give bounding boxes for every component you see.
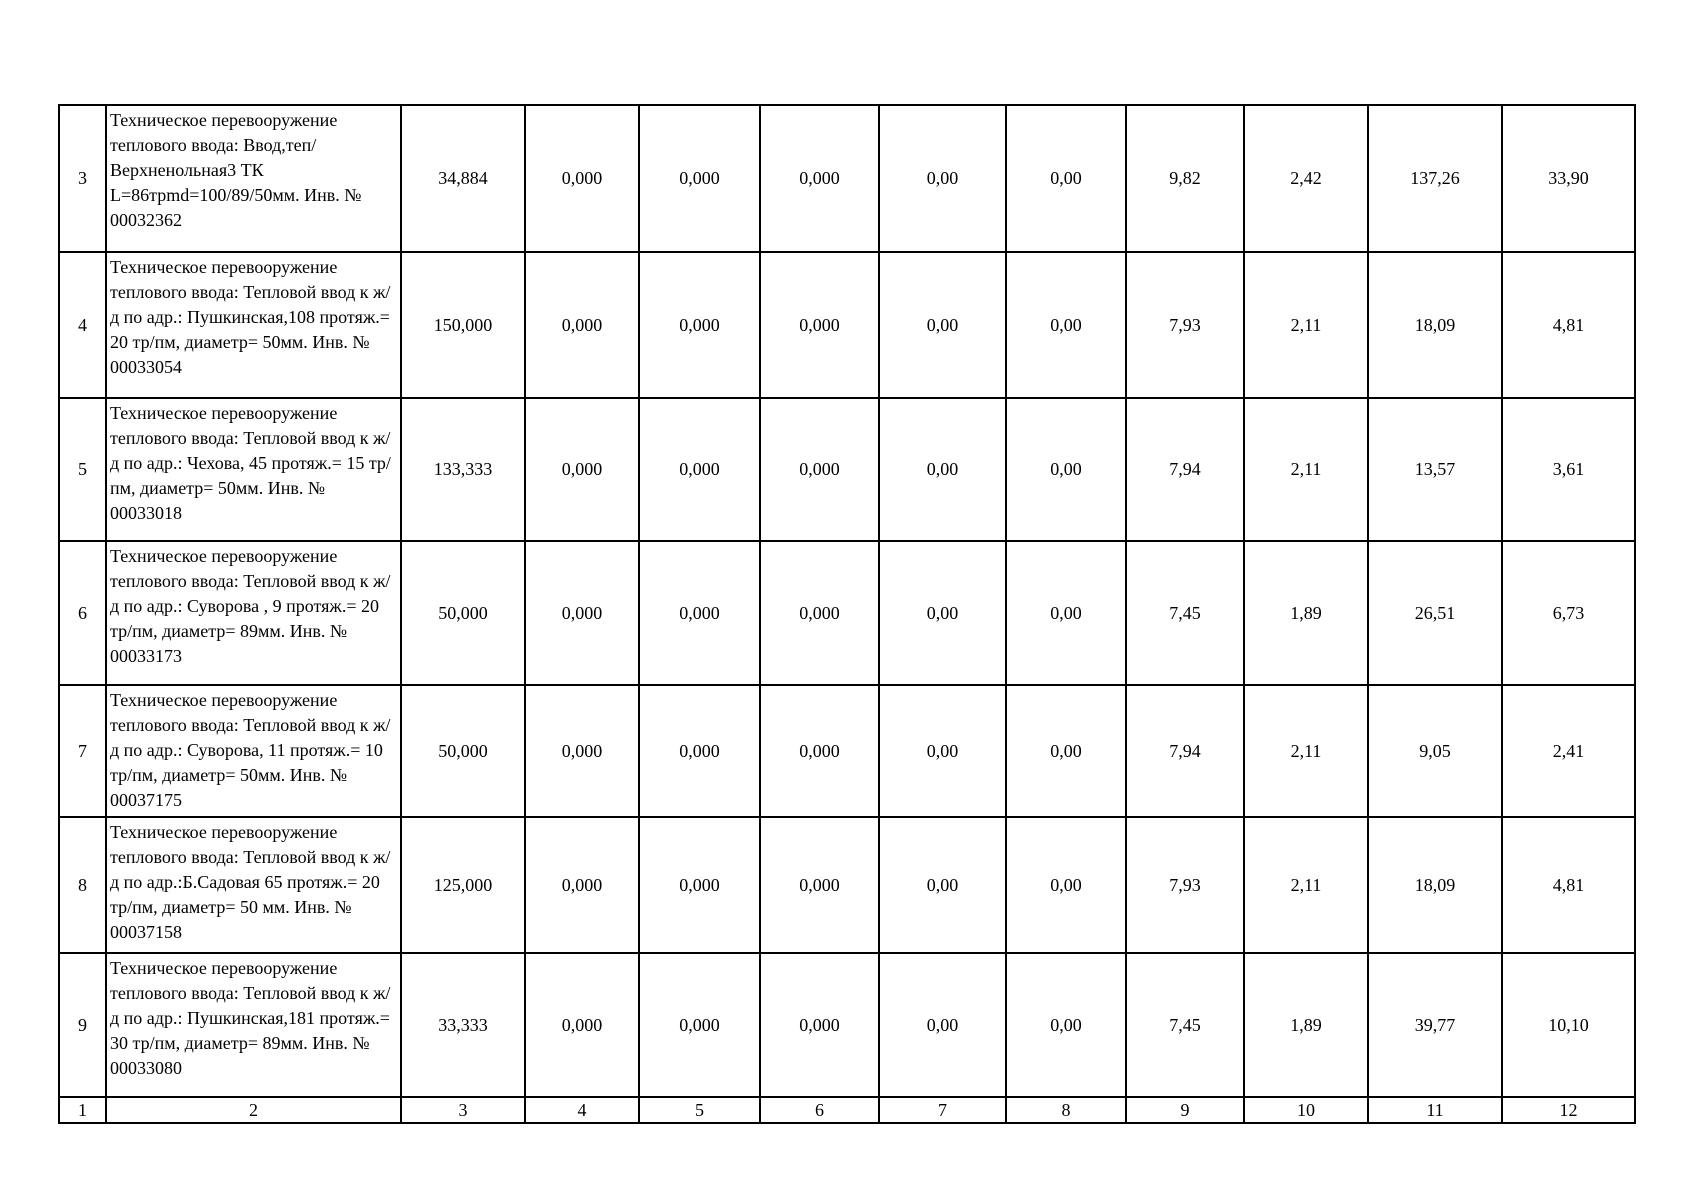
cell-col-11: 39,77 bbox=[1368, 953, 1502, 1097]
row-number: 3 bbox=[59, 105, 106, 252]
cell-col-6: 0,000 bbox=[760, 817, 879, 953]
table-row bbox=[59, 252, 1635, 398]
row-description: Техническое перевооружение теплового ввода: Ввод,теп/ Верхненольная3 ТК L=86трmd=100/89/50мм. Инв. № 00032362 bbox=[106, 105, 401, 252]
cell-col-5: 0,000 bbox=[639, 398, 760, 541]
column-number: 5 bbox=[639, 1097, 760, 1123]
table-row bbox=[59, 953, 1635, 1097]
cell-col-11: 18,09 bbox=[1368, 817, 1502, 953]
cell-col-12: 10,10 bbox=[1502, 953, 1635, 1097]
cell-col-6: 0,000 bbox=[760, 541, 879, 685]
cell-col-5: 0,000 bbox=[639, 953, 760, 1097]
column-number: 7 bbox=[879, 1097, 1006, 1123]
data-table bbox=[58, 104, 1636, 1124]
cell-col-4: 0,000 bbox=[525, 685, 639, 817]
cell-col-8: 0,00 bbox=[1006, 541, 1126, 685]
cell-col-9: 9,82 bbox=[1126, 105, 1244, 252]
cell-col-6: 0,000 bbox=[760, 252, 879, 398]
cell-col-7: 0,00 bbox=[879, 398, 1006, 541]
column-number: 6 bbox=[760, 1097, 879, 1123]
cell-col-10: 2,11 bbox=[1244, 685, 1368, 817]
row-description: Техническое перевооружение теплового ввода: Тепловой ввод к ж/д по адр.: Суворова, 11 протяж.= 10 тр/пм, диаметр= 50мм. Инв. № 00037175 bbox=[106, 685, 401, 817]
cell-col-11: 9,05 bbox=[1368, 685, 1502, 817]
cell-col-9: 7,93 bbox=[1126, 817, 1244, 953]
cell-col-11: 26,51 bbox=[1368, 541, 1502, 685]
cell-col-4: 0,000 bbox=[525, 398, 639, 541]
row-number: 4 bbox=[59, 252, 106, 398]
cell-col-3: 125,000 bbox=[401, 817, 525, 953]
column-number: 10 bbox=[1244, 1097, 1368, 1123]
cell-col-7: 0,00 bbox=[879, 953, 1006, 1097]
cell-col-10: 2,11 bbox=[1244, 252, 1368, 398]
cell-col-12: 33,90 bbox=[1502, 105, 1635, 252]
column-number: 4 bbox=[525, 1097, 639, 1123]
cell-col-3: 33,333 bbox=[401, 953, 525, 1097]
cell-col-5: 0,000 bbox=[639, 252, 760, 398]
cell-col-11: 137,26 bbox=[1368, 105, 1502, 252]
cell-col-10: 2,42 bbox=[1244, 105, 1368, 252]
cell-col-6: 0,000 bbox=[760, 105, 879, 252]
cell-col-8: 0,00 bbox=[1006, 817, 1126, 953]
cell-col-4: 0,000 bbox=[525, 252, 639, 398]
column-number-row bbox=[59, 1097, 1635, 1123]
cell-col-10: 1,89 bbox=[1244, 953, 1368, 1097]
cell-col-6: 0,000 bbox=[760, 398, 879, 541]
row-number: 6 bbox=[59, 541, 106, 685]
cell-col-5: 0,000 bbox=[639, 105, 760, 252]
cell-col-10: 2,11 bbox=[1244, 817, 1368, 953]
cell-col-8: 0,00 bbox=[1006, 398, 1126, 541]
cell-col-3: 50,000 bbox=[401, 541, 525, 685]
cell-col-12: 2,41 bbox=[1502, 685, 1635, 817]
table-row bbox=[59, 541, 1635, 685]
cell-col-12: 6,73 bbox=[1502, 541, 1635, 685]
cell-col-7: 0,00 bbox=[879, 817, 1006, 953]
cell-col-7: 0,00 bbox=[879, 541, 1006, 685]
row-number: 9 bbox=[59, 953, 106, 1097]
row-description: Техническое перевооружение теплового ввода: Тепловой ввод к ж/д по адр.: Пушкинская,181 протяж.= 30 тр/пм, диаметр= 89мм. Инв. № 00033080 bbox=[106, 953, 401, 1097]
table-row bbox=[59, 817, 1635, 953]
cell-col-8: 0,00 bbox=[1006, 252, 1126, 398]
cell-col-7: 0,00 bbox=[879, 685, 1006, 817]
row-description: Техническое перевооружение теплового ввода: Тепловой ввод к ж/д по адр.: Чехова, 45 протяж.= 15 тр/пм, диаметр= 50мм. Инв. № 00033018 bbox=[106, 398, 401, 541]
cell-col-12: 4,81 bbox=[1502, 252, 1635, 398]
cell-col-12: 3,61 bbox=[1502, 398, 1635, 541]
column-number: 1 bbox=[59, 1097, 106, 1123]
cell-col-4: 0,000 bbox=[525, 541, 639, 685]
cell-col-10: 1,89 bbox=[1244, 541, 1368, 685]
row-number: 8 bbox=[59, 817, 106, 953]
cell-col-8: 0,00 bbox=[1006, 685, 1126, 817]
column-number: 3 bbox=[401, 1097, 525, 1123]
cell-col-3: 50,000 bbox=[401, 685, 525, 817]
row-number: 7 bbox=[59, 685, 106, 817]
cell-col-9: 7,93 bbox=[1126, 252, 1244, 398]
table-row bbox=[59, 685, 1635, 817]
cell-col-5: 0,000 bbox=[639, 685, 760, 817]
cell-col-7: 0,00 bbox=[879, 105, 1006, 252]
row-description: Техническое перевооружение теплового ввода: Тепловой ввод к ж/д по адр.:Б.Садовая 65 протяж.= 20 тр/пм, диаметр= 50 мм. Инв. № 00037158 bbox=[106, 817, 401, 953]
row-description: Техническое перевооружение теплового ввода: Тепловой ввод к ж/д по адр.: Суворова , 9 протяж.= 20 тр/пм, диаметр= 89мм. Инв. № 00033173 bbox=[106, 541, 401, 685]
column-number: 8 bbox=[1006, 1097, 1126, 1123]
cell-col-6: 0,000 bbox=[760, 953, 879, 1097]
cell-col-4: 0,000 bbox=[525, 953, 639, 1097]
cell-col-10: 2,11 bbox=[1244, 398, 1368, 541]
cell-col-3: 150,000 bbox=[401, 252, 525, 398]
cell-col-12: 4,81 bbox=[1502, 817, 1635, 953]
cell-col-6: 0,000 bbox=[760, 685, 879, 817]
cell-col-5: 0,000 bbox=[639, 817, 760, 953]
table-row bbox=[59, 105, 1635, 252]
cell-col-3: 34,884 bbox=[401, 105, 525, 252]
column-number: 9 bbox=[1126, 1097, 1244, 1123]
column-number: 12 bbox=[1502, 1097, 1635, 1123]
cell-col-4: 0,000 bbox=[525, 105, 639, 252]
cell-col-3: 133,333 bbox=[401, 398, 525, 541]
cell-col-5: 0,000 bbox=[639, 541, 760, 685]
cell-col-7: 0,00 bbox=[879, 252, 1006, 398]
cell-col-11: 13,57 bbox=[1368, 398, 1502, 541]
cell-col-9: 7,45 bbox=[1126, 541, 1244, 685]
row-number: 5 bbox=[59, 398, 106, 541]
cell-col-9: 7,45 bbox=[1126, 953, 1244, 1097]
column-number: 2 bbox=[106, 1097, 401, 1123]
cell-col-9: 7,94 bbox=[1126, 685, 1244, 817]
cell-col-9: 7,94 bbox=[1126, 398, 1244, 541]
column-number: 11 bbox=[1368, 1097, 1502, 1123]
cell-col-4: 0,000 bbox=[525, 817, 639, 953]
cell-col-11: 18,09 bbox=[1368, 252, 1502, 398]
row-description: Техническое перевооружение теплового ввода: Тепловой ввод к ж/д по адр.: Пушкинская,108 протяж.= 20 тр/пм, диаметр= 50мм. Инв. № 00033054 bbox=[106, 252, 401, 398]
table-row bbox=[59, 398, 1635, 541]
cell-col-8: 0,00 bbox=[1006, 105, 1126, 252]
cell-col-8: 0,00 bbox=[1006, 953, 1126, 1097]
